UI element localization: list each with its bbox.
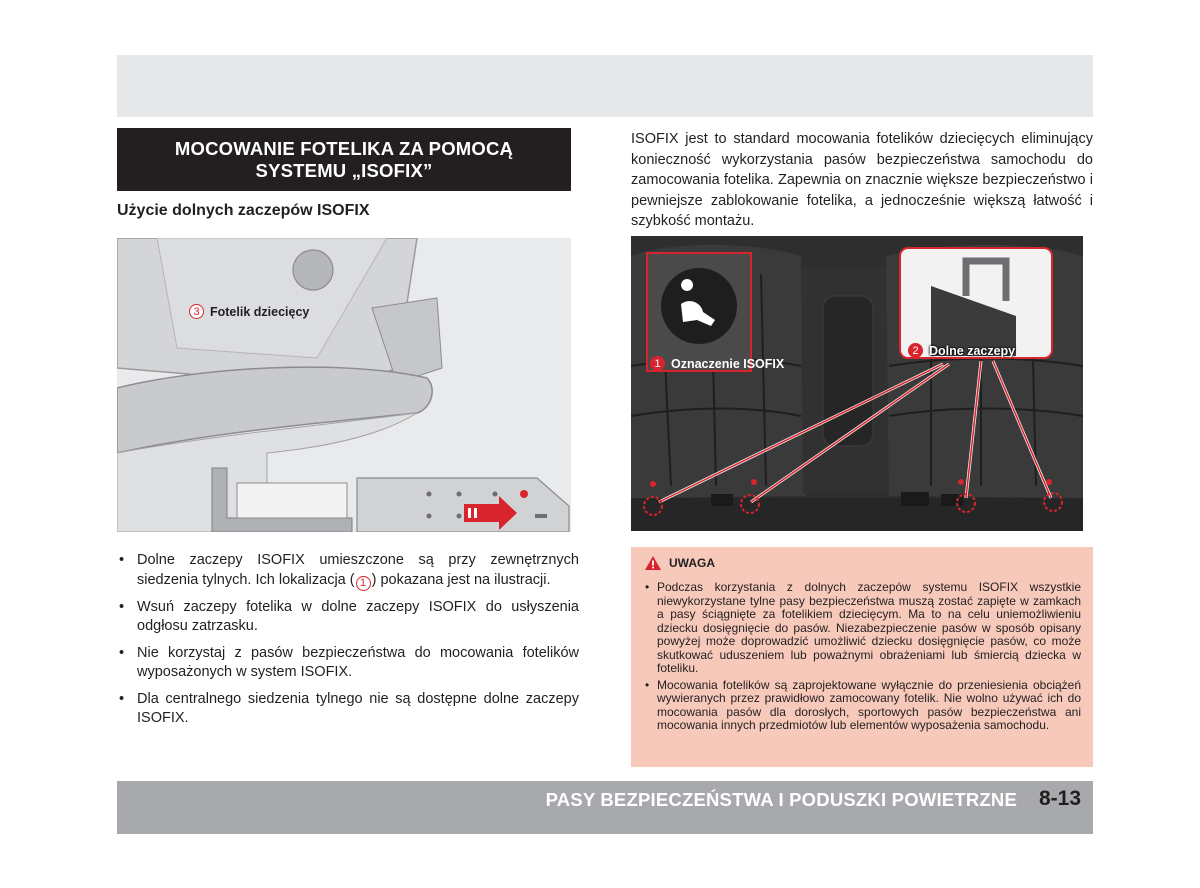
page-number: 8-13: [1038, 787, 1081, 810]
callout-lower-anchors: [908, 343, 1015, 358]
callout-child-seat: [189, 304, 309, 319]
top-band: [117, 55, 1093, 117]
section-title-line2: SYSTEMU „ISOFIX”: [255, 159, 433, 181]
warning-header: [644, 555, 1081, 571]
callout-number-2: 2: [908, 343, 923, 358]
inline-callout-number: 1: [356, 576, 371, 591]
section-title: [117, 128, 571, 191]
rear-seat-drawing: [631, 236, 1083, 531]
warning-list: [643, 581, 1081, 733]
bullet-text-part2: ) pokazana jest na ilustracji.: [371, 571, 551, 588]
rear-seat-photo: [631, 236, 1083, 531]
callout-label-isofix-marker: Oznaczenie ISOFIX: [671, 356, 785, 371]
callout-number-1: 1: [650, 356, 665, 371]
footer-section-title: PASY BEZPIECZEŃSTWA I PODUSZKI POWIETRZNE: [545, 789, 1017, 810]
intro-paragraph: ISOFIX jest to standard mocowania fotelików dziecięcych eliminujący konieczność wykorzystania pasów bezpieczeństwa samochodu do zamocowania fotelika. Zapewnia on znacznie większe bezpieczeństwo i pewniejsze zablokowanie fotelika, a jednocześnie większą łatwość i szybkość montażu.: [631, 131, 1093, 229]
callout-isofix-marker: [650, 356, 784, 371]
warning-item: • Mocowania fotelików są zaprojektowane wyłącznie do przeniesienia obciążeń wywieranych przez prawidłowo zamocowany fotelik. Nie wolno używać ich do mocowania pasów dla dorosłych, sportowych pasów bezpieczeństwa ani mocowania innych przedmiotów lub elementów wyposażenia samochodu.: [643, 679, 1081, 733]
child-seat-illustration: [117, 238, 571, 532]
section-title-line1: MOCOWANIE FOTELIKA ZA POMOCĄ: [174, 137, 514, 159]
warning-triangle-icon: [644, 555, 662, 571]
child-seat-drawing: [117, 238, 571, 532]
callout-label-child-seat: Fotelik dziecięcy: [210, 304, 310, 319]
callout-label-lower-anchors: Dolne zaczepy: [929, 343, 1016, 358]
warning-item: • Podczas korzystania z dolnych zaczepów systemu ISOFIX wszystkie niewykorzystane tylne pasy bezpieczeństwa muszą zostać zapięte w zamkach a pasy ściągnięte za fotelikiem dziecięcym. Ma to na celu uniemożliwieniu dziecku dosięgnięcie do pasów. Niezabezpieczenie pasów w sposób opisany powyżej może doprowadzić umożliwić dziecku dosięgnięcie pasów, co może skutkować uduszeniem lub poważnymi obrażeniami lub śmiercią dziecka w foteliku.: [643, 581, 1081, 676]
list-item: • Dla centralnego siedzenia tylnego nie są dostępne dolne zaczepy ISOFIX.: [117, 690, 579, 729]
list-item: • Wsuń zaczepy fotelika w dolne zaczepy ISOFIX do usłyszenia odgłosu zatrzasku.: [117, 598, 579, 637]
list-item: [117, 551, 579, 591]
page-footer: [117, 781, 1093, 834]
bullet-text-part1: Dolne zaczepy ISOFIX umieszczone są przy zewnętrznych siedzenia tylnych. Ich lokalizacja (: [137, 552, 579, 588]
warning-title: UWAGA: [669, 556, 715, 570]
warning-box: [631, 547, 1093, 767]
subheading: Użycie dolnych zaczepów ISOFIX: [117, 202, 370, 219]
callout-number-3: 3: [189, 304, 204, 319]
list-item: • Nie korzystaj z pasów bezpieczeństwa do mocowania fotelików wyposażonych w system ISOFIX.: [117, 644, 579, 683]
instruction-list: [117, 551, 579, 736]
